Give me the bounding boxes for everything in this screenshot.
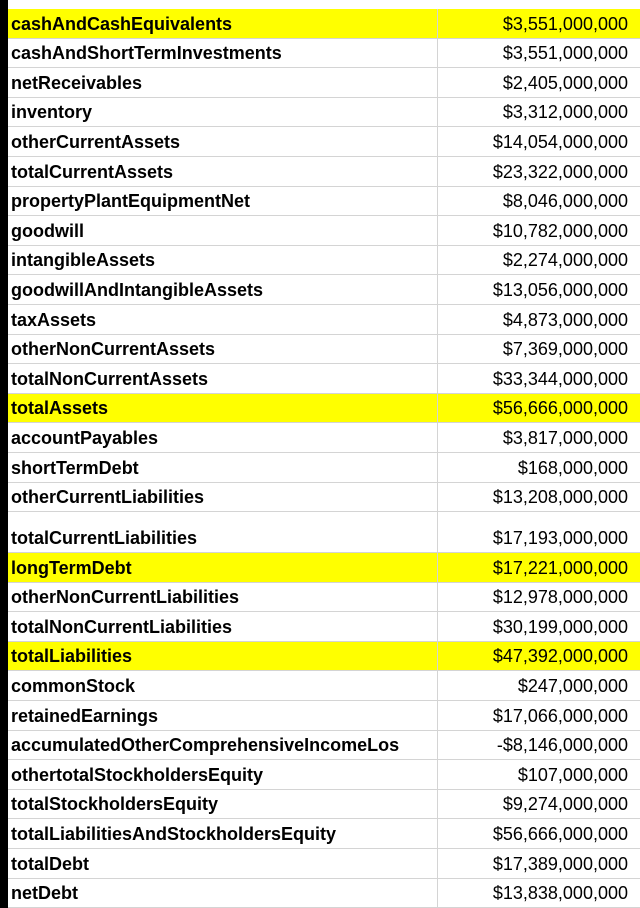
table-row[interactable] <box>8 127 640 157</box>
value-cell[interactable]: $56,666,000,000 <box>492 824 628 845</box>
value-cell[interactable]: $23,322,000,000 <box>492 161 628 182</box>
value-cell[interactable]: $2,405,000,000 <box>502 72 628 93</box>
table-row[interactable] <box>8 701 640 731</box>
label-cell[interactable]: longTermDebt <box>8 553 438 582</box>
value-cell[interactable]: $247,000,000 <box>517 676 628 697</box>
table-row[interactable] <box>8 790 640 820</box>
label-cell[interactable]: totalCurrentAssets <box>8 157 438 186</box>
table-row[interactable] <box>8 553 640 583</box>
label-cell[interactable]: otherNonCurrentAssets <box>8 335 438 364</box>
value-cell[interactable]: $3,551,000,000 <box>502 13 628 34</box>
value-cell[interactable]: $14,054,000,000 <box>492 131 628 152</box>
label-cell[interactable]: totalNonCurrentLiabilities <box>8 612 438 641</box>
table-row[interactable] <box>8 879 640 908</box>
value-cell[interactable]: $9,274,000,000 <box>502 794 628 815</box>
table-row[interactable] <box>8 364 640 394</box>
table-row[interactable] <box>8 583 640 613</box>
table-row[interactable] <box>8 849 640 879</box>
value-cell[interactable]: $12,978,000,000 <box>492 587 628 608</box>
value-cell[interactable]: $47,392,000,000 <box>492 646 628 667</box>
table-row[interactable] <box>8 335 640 365</box>
label-cell[interactable]: totalLiabilities <box>8 642 438 671</box>
value-cell[interactable]: $10,782,000,000 <box>492 220 628 241</box>
table-row[interactable] <box>8 731 640 761</box>
label-cell[interactable]: inventory <box>8 98 438 127</box>
balance-sheet-grid <box>8 9 640 908</box>
value-cell[interactable]: $13,056,000,000 <box>492 279 628 300</box>
table-row[interactable] <box>8 216 640 246</box>
table-row[interactable] <box>8 760 640 790</box>
value-cell[interactable]: $13,208,000,000 <box>492 487 628 508</box>
label-cell[interactable]: totalAssets <box>8 394 438 423</box>
label-cell[interactable]: shortTermDebt <box>8 453 438 482</box>
label-cell[interactable]: cashAndCashEquivalents <box>8 9 438 38</box>
label-cell[interactable]: commonStock <box>8 671 438 700</box>
table-row[interactable] <box>8 305 640 335</box>
label-cell[interactable]: accumulatedOtherComprehensiveIncomeLos <box>8 731 438 760</box>
value-cell[interactable]: $17,193,000,000 <box>492 528 628 549</box>
value-cell[interactable]: $107,000,000 <box>517 764 628 785</box>
value-cell[interactable]: -$8,146,000,000 <box>496 735 628 756</box>
table-row[interactable] <box>8 423 640 453</box>
label-cell[interactable]: totalStockholdersEquity <box>8 790 438 819</box>
label-cell[interactable]: cashAndShortTermInvestments <box>8 39 438 68</box>
label-cell[interactable]: totalLiabilitiesAndStockholdersEquity <box>8 819 438 848</box>
label-cell[interactable]: otherNonCurrentLiabilities <box>8 583 438 612</box>
value-cell[interactable]: $2,274,000,000 <box>502 250 628 271</box>
label-cell[interactable]: goodwill <box>8 216 438 245</box>
table-row[interactable] <box>8 642 640 672</box>
value-cell[interactable]: $17,389,000,000 <box>492 853 628 874</box>
table-row[interactable] <box>8 671 640 701</box>
table-row[interactable] <box>8 394 640 424</box>
table-row[interactable] <box>8 246 640 276</box>
table-row[interactable] <box>8 157 640 187</box>
value-cell[interactable]: $4,873,000,000 <box>502 309 628 330</box>
value-cell[interactable]: $17,066,000,000 <box>492 705 628 726</box>
table-row[interactable] <box>8 483 640 513</box>
value-cell[interactable]: $7,369,000,000 <box>502 339 628 360</box>
label-cell[interactable]: netDebt <box>8 879 438 908</box>
label-cell[interactable]: goodwillAndIntangibleAssets <box>8 275 438 304</box>
value-cell[interactable]: $8,046,000,000 <box>502 191 628 212</box>
label-cell[interactable]: totalDebt <box>8 849 438 878</box>
label-cell[interactable]: propertyPlantEquipmentNet <box>8 187 438 216</box>
table-row[interactable] <box>8 512 640 553</box>
label-cell[interactable]: otherCurrentLiabilities <box>8 483 438 512</box>
value-cell[interactable]: $3,551,000,000 <box>502 43 628 64</box>
value-cell[interactable]: $17,221,000,000 <box>492 557 628 578</box>
label-cell[interactable]: netReceivables <box>8 68 438 97</box>
table-row[interactable] <box>8 819 640 849</box>
label-cell[interactable]: otherCurrentAssets <box>8 127 438 156</box>
table-row[interactable] <box>8 39 640 69</box>
label-cell[interactable]: othertotalStockholdersEquity <box>8 760 438 789</box>
value-cell[interactable]: $3,312,000,000 <box>502 102 628 123</box>
table-row[interactable] <box>8 275 640 305</box>
value-cell[interactable]: $13,838,000,000 <box>492 883 628 904</box>
value-cell[interactable]: $30,199,000,000 <box>492 616 628 637</box>
label-cell[interactable]: retainedEarnings <box>8 701 438 730</box>
table-row[interactable] <box>8 9 640 39</box>
value-cell[interactable]: $3,817,000,000 <box>502 427 628 448</box>
table-row[interactable] <box>8 612 640 642</box>
table-row[interactable] <box>8 453 640 483</box>
value-cell[interactable]: $33,344,000,000 <box>492 368 628 389</box>
label-cell[interactable]: taxAssets <box>8 305 438 334</box>
label-cell[interactable]: accountPayables <box>8 423 438 452</box>
table-row[interactable] <box>8 187 640 217</box>
value-cell[interactable]: $168,000,000 <box>517 457 628 478</box>
label-cell[interactable]: totalCurrentLiabilities <box>8 512 438 552</box>
table-row[interactable] <box>8 98 640 128</box>
label-cell[interactable]: intangibleAssets <box>8 246 438 275</box>
table-row[interactable] <box>8 68 640 98</box>
value-cell[interactable]: $56,666,000,000 <box>492 398 628 419</box>
label-cell[interactable]: totalNonCurrentAssets <box>8 364 438 393</box>
